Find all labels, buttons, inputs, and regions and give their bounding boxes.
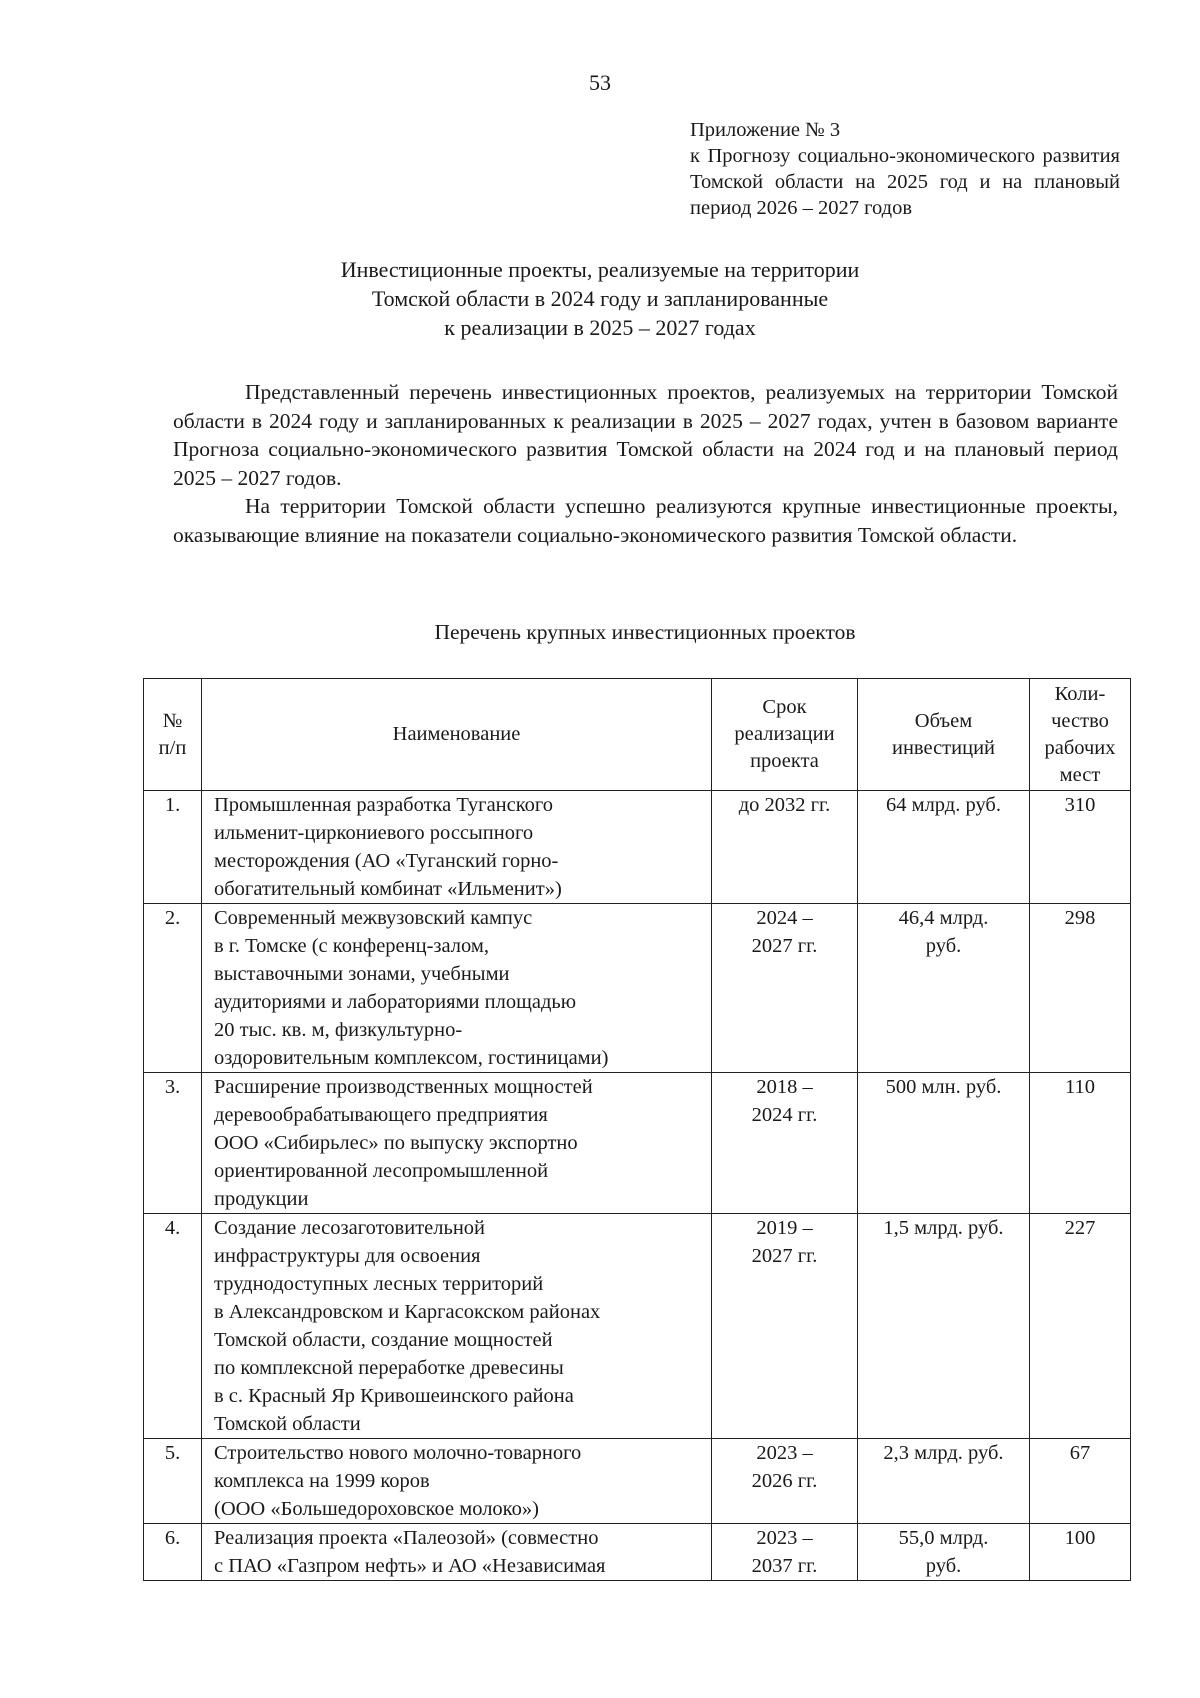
cell-volume: 1,5 млрд. руб. [858, 1214, 1030, 1439]
appendix-title: Приложение № 3 [690, 119, 841, 141]
header-term: Срок реализации проекта [712, 679, 858, 791]
cell-name: Современный межвузовский кампус в г. Томске (с конференц-залом, выставочными зонами, учебными аудиториями и лабораториями площадью 20 тыс. кв. м, физкультурно- оздоровительным комплексом, гостиницами) [202, 904, 712, 1073]
cell-jobs: 298 [1030, 904, 1131, 1073]
cell-volume: 55,0 млрд. руб. [858, 1524, 1030, 1581]
cell-num: 6. [144, 1524, 202, 1581]
cell-volume: 46,4 млрд. руб. [858, 904, 1030, 1073]
header-name: Наименование [202, 679, 712, 791]
table-row [144, 1214, 1131, 1439]
cell-term: 2023 – 2026 гг. [712, 1439, 858, 1524]
cell-jobs: 67 [1030, 1439, 1131, 1524]
title-line: Инвестиционные проекты, реализуемые на территории [340, 257, 860, 282]
cell-term: 2024 – 2027 гг. [712, 904, 858, 1073]
header-num: № п/п [144, 679, 202, 791]
cell-jobs: 100 [1030, 1524, 1131, 1581]
cell-num: 5. [144, 1439, 202, 1524]
appendix-note [690, 117, 1120, 221]
cell-name: Строительство нового молочно-товарного комплекса на 1999 коров (ООО «Большедороховское молоко») [202, 1439, 712, 1524]
title-line: к реализации в 2025 – 2027 годах [444, 315, 756, 340]
cell-volume: 500 млн. руб. [858, 1073, 1030, 1214]
paragraph: Представленный перечень инвестиционных проектов, реализуемых на территории Томской области в 2024 году и запланированных к реализации в 2025 – 2027 годах, учтен в базовом варианте Прогноза социально-экономического развития Томской области на 2024 год и на плановый период 2025 – 2027 годов. [173, 380, 1118, 490]
title-line: Томской области в 2024 году и запланированные [371, 286, 829, 311]
cell-volume: 64 млрд. руб. [858, 791, 1030, 904]
table-row [144, 1524, 1131, 1581]
cell-num: 1. [144, 791, 202, 904]
table-row [144, 904, 1131, 1073]
cell-term: 2023 – 2037 гг. [712, 1524, 858, 1581]
table-row [144, 1073, 1131, 1214]
cell-jobs: 227 [1030, 1214, 1131, 1439]
header-jobs: Коли- чество рабочих мест [1030, 679, 1131, 791]
cell-term: до 2032 гг. [712, 791, 858, 904]
cell-volume: 2,3 млрд. руб. [858, 1439, 1030, 1524]
paragraph: На территории Томской области успешно реализуются крупные инвестиционные проекты, оказывающие влияние на показатели социально-экономического развития Томской области. [173, 494, 1118, 547]
cell-jobs: 310 [1030, 791, 1131, 904]
table-row [144, 1439, 1131, 1524]
cell-name: Реализация проекта «Палеозой» (совместно с ПАО «Газпром нефть» и АО «Независимая [202, 1524, 712, 1581]
table-header-row [144, 679, 1131, 791]
cell-num: 4. [144, 1214, 202, 1439]
intro-text [173, 378, 1118, 549]
header-volume: Объем инвестиций [858, 679, 1030, 791]
cell-jobs: 110 [1030, 1073, 1131, 1214]
cell-term: 2019 – 2027 гг. [712, 1214, 858, 1439]
cell-term: 2018 – 2024 гг. [712, 1073, 858, 1214]
cell-name: Расширение производственных мощностей деревообрабатывающего предприятия ООО «Сибирьлес» по выпуску экспортно ориентированной лесопромышленной продукции [202, 1073, 712, 1214]
document-title [200, 255, 1000, 342]
appendix-reference: к Прогнозу социально-экономического развития Томской области на 2025 год и на плановый период 2026 – 2027 годов [690, 145, 1120, 219]
cell-name: Промышленная разработка Туганского ильменит-циркониевого россыпного месторождения (АО «Туганский горно- обогатительный комбинат «Ильменит») [202, 791, 712, 904]
table-caption: Перечень крупных инвестиционных проектов [434, 620, 856, 644]
cell-num: 2. [144, 904, 202, 1073]
projects-table [143, 678, 1131, 1581]
cell-name: Создание лесозаготовительной инфраструктуры для освоения труднодоступных лесных территорий в Александровском и Каргасокском районах Томской области, создание мощностей по комплексной переработке древесины в с. Красный Яр Кривошеинского района Томской области [202, 1214, 712, 1439]
page-number: 53 [589, 70, 611, 95]
cell-num: 3. [144, 1073, 202, 1214]
table-row [144, 791, 1131, 904]
